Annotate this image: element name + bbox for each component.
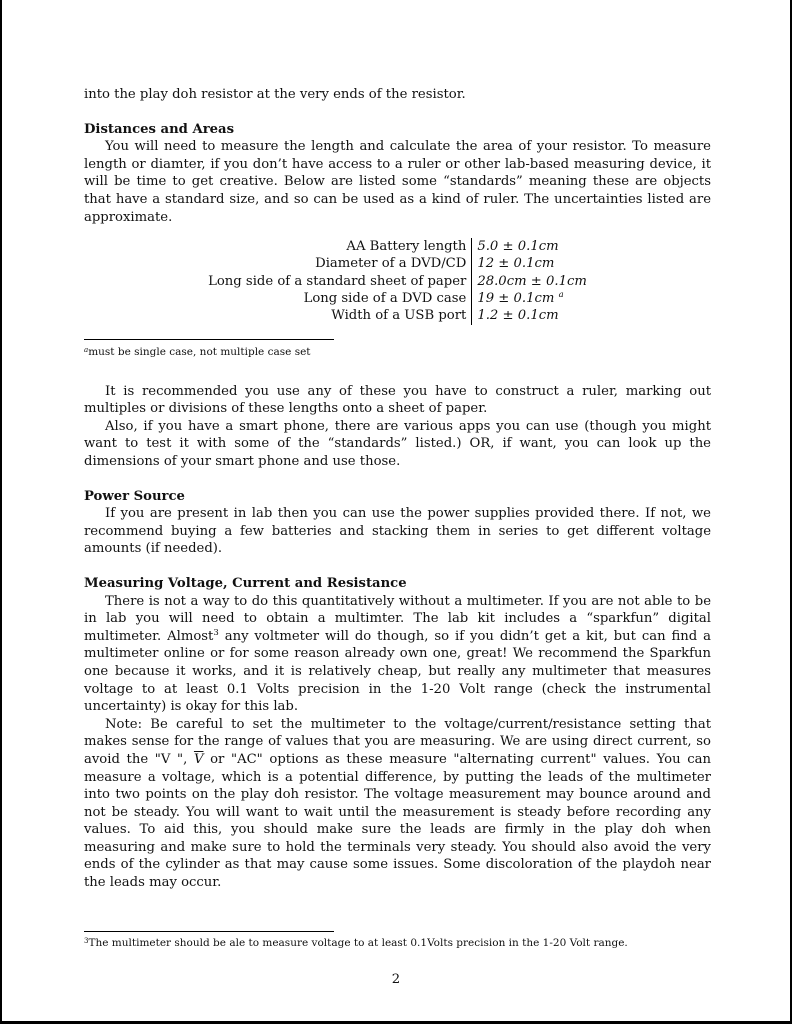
standard-value: 28.0cm ± 0.1cm — [477, 273, 587, 289]
distances-paragraph: You will need to measure the length and calculate the area of your resistor. To measure length or diamter, if you don’t have access to a ruler or other lab-based measuring device, it will be time to get creative. Below are listed some “standards” meaning these are objects that have a standard size, and so can be used as a kind of ruler. The uncertainties listed are approximate. — [84, 139, 711, 225]
page-number: 2 — [391, 972, 401, 987]
standard-item: Diameter of a DVD/CD — [203, 255, 472, 272]
standard-value-cell — [472, 273, 592, 290]
standards-row — [203, 238, 592, 255]
v-bar-symbol: $\overline{V}$ — [193, 751, 204, 767]
footnote-rule — [84, 931, 334, 932]
section-measuring — [84, 575, 711, 892]
page-edge-left — [0, 0, 2, 1024]
standard-value: 5.0 ± 0.1cm — [477, 239, 559, 255]
table-note-rule — [84, 339, 334, 340]
measuring-heading: Measuring Voltage, Current and Resistance — [84, 575, 407, 591]
standards-row — [203, 290, 592, 307]
measuring-p2-text-a: Note: Be careful to set the multimeter to the voltage/current/resistance setting that makes sense for the range of values that you are measuring. We are using direct current, so avoid the "V ", — [84, 716, 711, 767]
measuring-paragraph-1 — [84, 593, 711, 716]
standard-item: Long side of a standard sheet of paper — [203, 273, 472, 290]
standard-value-cell — [472, 290, 592, 307]
measuring-p2-text-b: or "AC" options as these measure "alternating current" values. You can measure a voltage, which is a potential difference, by putting the leads of the multimeter into two points on the play doh resistor. The voltage measurement may bounce around and not be steady. You will want to wait until the measurement is steady before recording any values. To aid this, you should make sure the leads are firmly in the play doh when measuring and make sure to hold the terminals very steady. You should also avoid the very ends of the cylinder as that may cause some issues. Some discoloration of the playdoh near the leads may occur. — [84, 751, 712, 891]
measuring-p1-text-a: There is not a way to do this quantitatively without a multimeter. If you are not able to be in lab you will need to obtain a multimter. The lab kit includes a “sparkfun” digital multimeter. Almost — [84, 593, 711, 644]
section-power — [84, 488, 711, 558]
standard-value: 19 ± 0.1cm — [477, 291, 555, 307]
power-heading: Power Source — [84, 488, 185, 504]
standard-value-cell — [472, 307, 592, 324]
measuring-p1-text-b: any voltmeter will do though, so if you didn’t get a kit, but can find a multimeter online or for some reason already own one, great! We recommend the Sparkfun one because it works, and it is relatively cheap, but really any multimeter that measures voltage to at least 0.1 Volts precision in the 1-20 Volt range (check the instrumental uncertainty) is okay for this lab. — [84, 628, 711, 715]
footnote-reference: 3 — [213, 627, 219, 638]
standard-value: 1.2 ± 0.1cm — [477, 308, 559, 324]
standard-value-cell — [472, 238, 592, 255]
standards-row — [203, 273, 592, 290]
standards-row — [203, 255, 592, 272]
intro-line: into the play doh resistor at the very ends of the resistor. — [84, 87, 466, 102]
distances-heading: Distances and Areas — [84, 121, 235, 137]
footnote-text: The multimeter should be ale to measure voltage to at least 0.1Volts precision in the 1-20 Volt range. — [88, 937, 628, 949]
standard-value-cell — [472, 255, 592, 272]
footnote-mark: 3 — [84, 937, 89, 945]
standard-item: Width of a USB port — [203, 307, 472, 324]
standards-table — [203, 238, 592, 324]
distances-paragraph-3: Also, if you have a smart phone, there are various apps you can use (though you might want to test it with some of the “standards” listed.) OR, if want, you can look up the dimensions of your smart phone and use those. — [84, 418, 711, 470]
standard-item: Long side of a DVD case — [203, 290, 472, 307]
table-note-text: must be single case, not multiple case set — [88, 345, 311, 358]
standard-item: AA Battery length — [203, 238, 472, 255]
distances-paragraph-2: It is recommended you use any of these you have to construct a ruler, marking out multiples or divisions of these lengths onto a sheet of paper. — [84, 383, 711, 417]
power-paragraph: If you are present in lab then you can use the power supplies provided there. If not, we recommend buying a few batteries and stacking them in series to get different voltage amounts (if needed). — [84, 506, 711, 557]
page-body — [84, 86, 711, 892]
standards-row — [203, 307, 592, 324]
table-note — [84, 343, 711, 359]
section-distances — [84, 121, 711, 471]
footnote — [84, 934, 724, 950]
measuring-paragraph-2 — [84, 716, 711, 892]
standard-value: 12 ± 0.1cm — [477, 256, 555, 272]
standard-footnote-mark: a — [558, 290, 564, 301]
table-note-mark: a — [84, 345, 89, 354]
